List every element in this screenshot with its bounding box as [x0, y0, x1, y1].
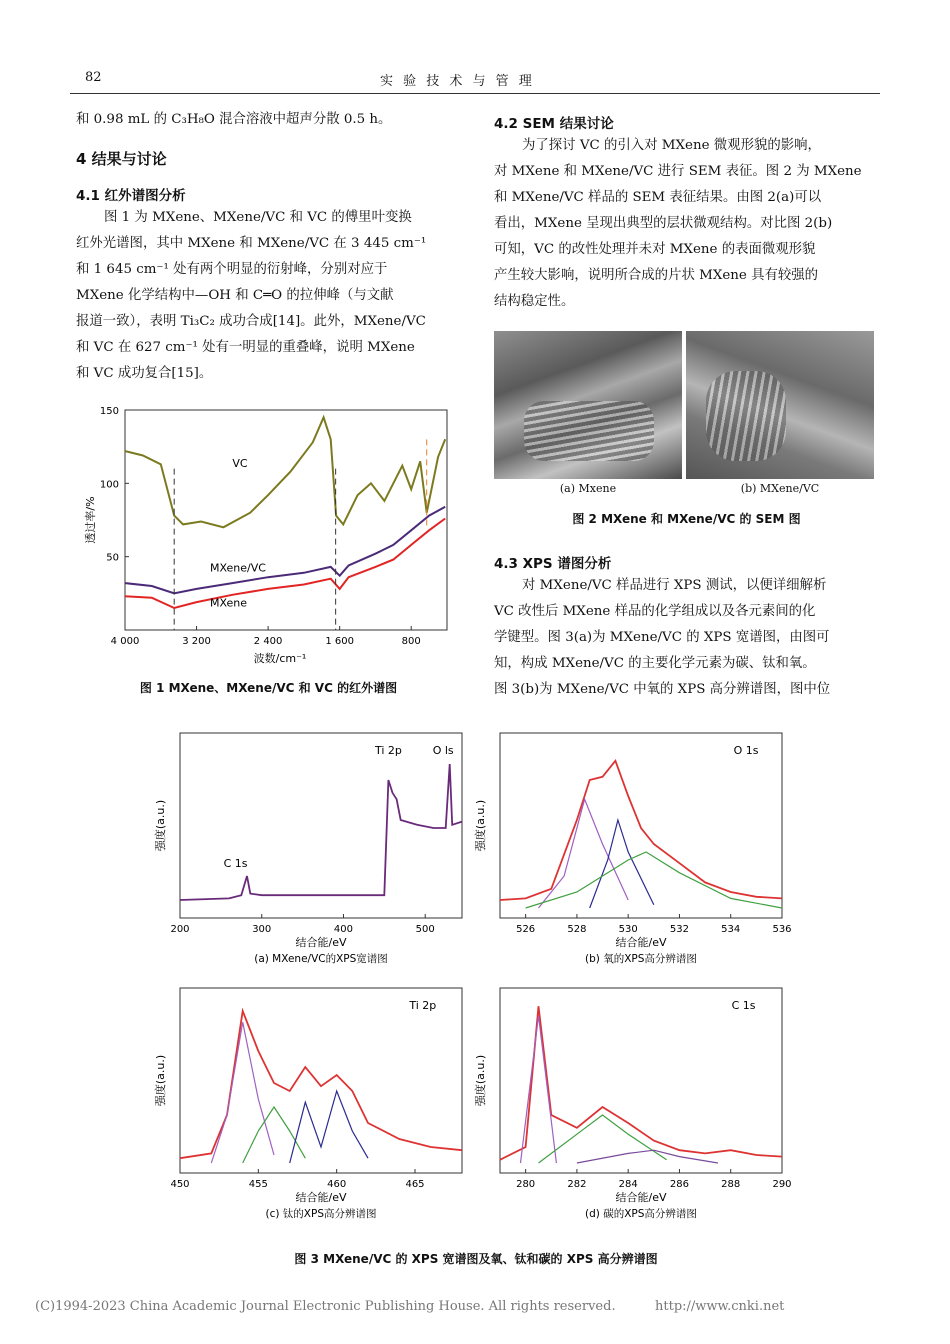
- para-line: 图 1 为 MXene、MXene/VC 和 VC 的傅里叶变换: [104, 210, 412, 225]
- series-line-peak1: [211, 1022, 274, 1163]
- y-axis-label: 强度(a.u.): [154, 799, 167, 852]
- para-4-2: [494, 133, 879, 315]
- para-line: 图 3(b)为 MXene/VC 中氧的 XPS 高分辨谱图，图中位: [494, 682, 831, 697]
- sem-layer-texture: [524, 401, 654, 461]
- para-line: 和 MXene/VC 样品的 SEM 表征结果。由图 2(a)可以: [494, 190, 822, 205]
- x-axis-label: 结合能/eV: [615, 936, 667, 949]
- fig1-ftir-chart: [80, 400, 465, 670]
- y-tick-label: 100: [99, 479, 119, 491]
- para-line: 结构稳定性。: [494, 294, 575, 309]
- peak-annotation: Ti 2p: [409, 998, 437, 1012]
- series-annotation: MXene/VC: [209, 561, 266, 575]
- fig1-caption: 图 1 MXene、MXene/VC 和 VC 的红外谱图: [139, 681, 398, 695]
- x-tick-label: 4 000: [110, 636, 140, 647]
- peak-annotation: C 1s: [731, 998, 756, 1012]
- para-line: MXene 化学结构中—OH 和 C═O 的拉伸峰（与文献: [76, 288, 394, 303]
- series-annotation: MXene: [209, 596, 248, 610]
- x-tick-label: 3 200: [182, 636, 211, 647]
- series-line-peak2: [539, 1115, 667, 1163]
- section-heading-4-1: 4.1 红外谱图分析: [76, 188, 186, 204]
- sem-image-a: [494, 331, 682, 479]
- para-4-1: [76, 205, 461, 387]
- section-heading-4-3: 4.3 XPS 谱图分析: [494, 556, 612, 572]
- x-axis-label: 结合能/eV: [615, 1191, 667, 1204]
- x-tick-label: 800: [401, 636, 421, 647]
- y-axis-label: 强度(a.u.): [474, 799, 487, 852]
- x-tick-label: 290: [772, 1179, 792, 1190]
- sem-label-b: (b) MXene/VC: [740, 482, 820, 495]
- section-heading-4-2: 4.2 SEM 结果讨论: [494, 116, 614, 132]
- para-line: 产生较大影响，说明所合成的片状 MXene 具有较强的: [494, 268, 819, 283]
- sem-label-a: (a) Mxene: [559, 482, 617, 495]
- x-tick-label: 532: [669, 924, 690, 935]
- x-tick-label: 534: [721, 924, 741, 935]
- fig1-xlabel: 波数/cm⁻¹: [253, 652, 307, 665]
- peak-annotation: Ti 2p: [374, 743, 402, 757]
- sem-image-b: [686, 331, 874, 479]
- x-tick-label: 460: [327, 1179, 347, 1190]
- panel-title: (c) 钛的XPS高分辨谱图: [265, 1208, 377, 1220]
- page-number: 82: [85, 70, 102, 85]
- x-tick-label: 280: [516, 1179, 536, 1190]
- fig3d-xps-c1s: [470, 980, 800, 1235]
- fig3b-xps-o1s: [470, 725, 800, 980]
- header-rule: [70, 93, 880, 94]
- para-line: 对 MXene/VC 样品进行 XPS 测试，以便详细解析: [522, 578, 827, 593]
- x-tick-label: 2 400: [253, 636, 283, 647]
- para-line: 可知，VC 的改性处理并未对 MXene 的表面微观形貌: [494, 242, 816, 257]
- x-tick-label: 526: [516, 924, 536, 935]
- para-line: 学键型。图 3(a)为 MXene/VC 的 XPS 宽谱图，由图可: [494, 630, 830, 645]
- series-line-mxene: [125, 519, 445, 609]
- peak-annotation: O 1s: [733, 743, 759, 757]
- series-line-mxene-vc: [125, 507, 445, 594]
- peak-annotation: O ls: [432, 743, 454, 757]
- para-line: VC 改性后 MXene 样品的化学组成以及各元素间的化: [494, 604, 816, 619]
- x-tick-label: 200: [170, 924, 190, 935]
- para-4-3: [494, 573, 879, 703]
- series-line-fit: [180, 1011, 462, 1158]
- x-tick-label: 528: [567, 924, 587, 935]
- para-line: 和 1 645 cm⁻¹ 处有两个明显的衍射峰，分别对应于: [76, 262, 388, 277]
- y-axis-label: 强度(a.u.): [154, 1054, 167, 1107]
- fig2-caption: 图 2 MXene 和 MXene/VC 的 SEM 图: [572, 512, 801, 526]
- x-axis-label: 结合能/eV: [295, 936, 347, 949]
- peak-annotation: C 1s: [223, 856, 248, 870]
- x-tick-label: 536: [772, 924, 792, 935]
- copyright-footer: (C)1994-2023 China Academic Journal Electronic Publishing House. All rights reserved.: [35, 1299, 616, 1314]
- para-line: 看出，MXene 呈现出典型的层状微观结构。对比图 2(b): [494, 216, 833, 231]
- plot-frame: [500, 733, 782, 918]
- series-line-fit: [500, 1006, 782, 1160]
- series-line-peak1: [539, 799, 629, 908]
- panel-title: (a) MXene/VC的XPS宽谱图: [254, 953, 388, 965]
- x-axis-label: 结合能/eV: [295, 1191, 347, 1204]
- para-line: 知，构成 MXene/VC 的主要化学元素为碳、钛和氧。: [494, 656, 816, 671]
- y-tick-label: 50: [106, 552, 119, 564]
- panel-title: (d) 碳的XPS高分辨谱图: [585, 1208, 697, 1220]
- x-tick-label: 450: [170, 1179, 190, 1190]
- para-line: 对 MXene 和 MXene/VC 进行 SEM 表征。图 2 为 MXene: [494, 164, 862, 179]
- left-line1: 和 0.98 mL 的 C₃H₈O 混合溶液中超声分散 0.5 h。: [76, 112, 392, 127]
- series-annotation: VC: [232, 457, 248, 471]
- para-line: 为了探讨 VC 的引入对 MXene 微观形貌的影响，: [522, 138, 821, 153]
- para-line: 和 VC 在 627 cm⁻¹ 处有一明显的重叠峰，说明 MXene: [76, 340, 415, 355]
- panel-title: (b) 氧的XPS高分辨谱图: [585, 953, 697, 965]
- sem-layer-texture: [706, 371, 786, 461]
- x-tick-label: 500: [415, 924, 435, 935]
- fig3-caption: 图 3 MXene/VC 的 XPS 宽谱图及氧、钛和碳的 XPS 高分辨谱图: [294, 1252, 658, 1266]
- x-tick-label: 284: [618, 1179, 638, 1190]
- journal-title: 实 验 技 术 与 管 理: [380, 74, 535, 89]
- para-line: 红外光谱图，其中 MXene 和 MXene/VC 在 3 445 cm⁻¹: [76, 236, 427, 251]
- para-line: 和 VC 成功复合[15]。: [76, 366, 213, 381]
- fig3c-xps-ti2p: [150, 980, 480, 1235]
- x-tick-label: 288: [721, 1179, 741, 1190]
- x-tick-label: 465: [405, 1179, 425, 1190]
- x-tick-label: 300: [252, 924, 272, 935]
- para-line: 报道一致），表明 Ti₃C₂ 成功合成[14]。此外，MXene/VC: [76, 314, 426, 329]
- series-line-vc: [125, 417, 445, 527]
- x-tick-label: 530: [618, 924, 638, 935]
- fig3a-xps-survey: [150, 725, 480, 980]
- x-tick-label: 282: [567, 1179, 587, 1190]
- plot-frame: [500, 988, 782, 1173]
- series-line-survey: [180, 764, 462, 900]
- fig1-ylabel: 透过率/%: [84, 496, 97, 544]
- y-tick-label: 150: [99, 406, 119, 417]
- x-tick-label: 400: [333, 924, 354, 935]
- x-tick-label: 286: [669, 1179, 690, 1190]
- cnki-url: http://www.cnki.net: [655, 1299, 785, 1314]
- x-tick-label: 1 600: [325, 636, 354, 647]
- series-line-peak3: [526, 852, 782, 908]
- section-heading-4: 4 结果与讨论: [76, 150, 167, 168]
- x-tick-label: 455: [248, 1179, 268, 1190]
- y-axis-label: 强度(a.u.): [474, 1054, 487, 1107]
